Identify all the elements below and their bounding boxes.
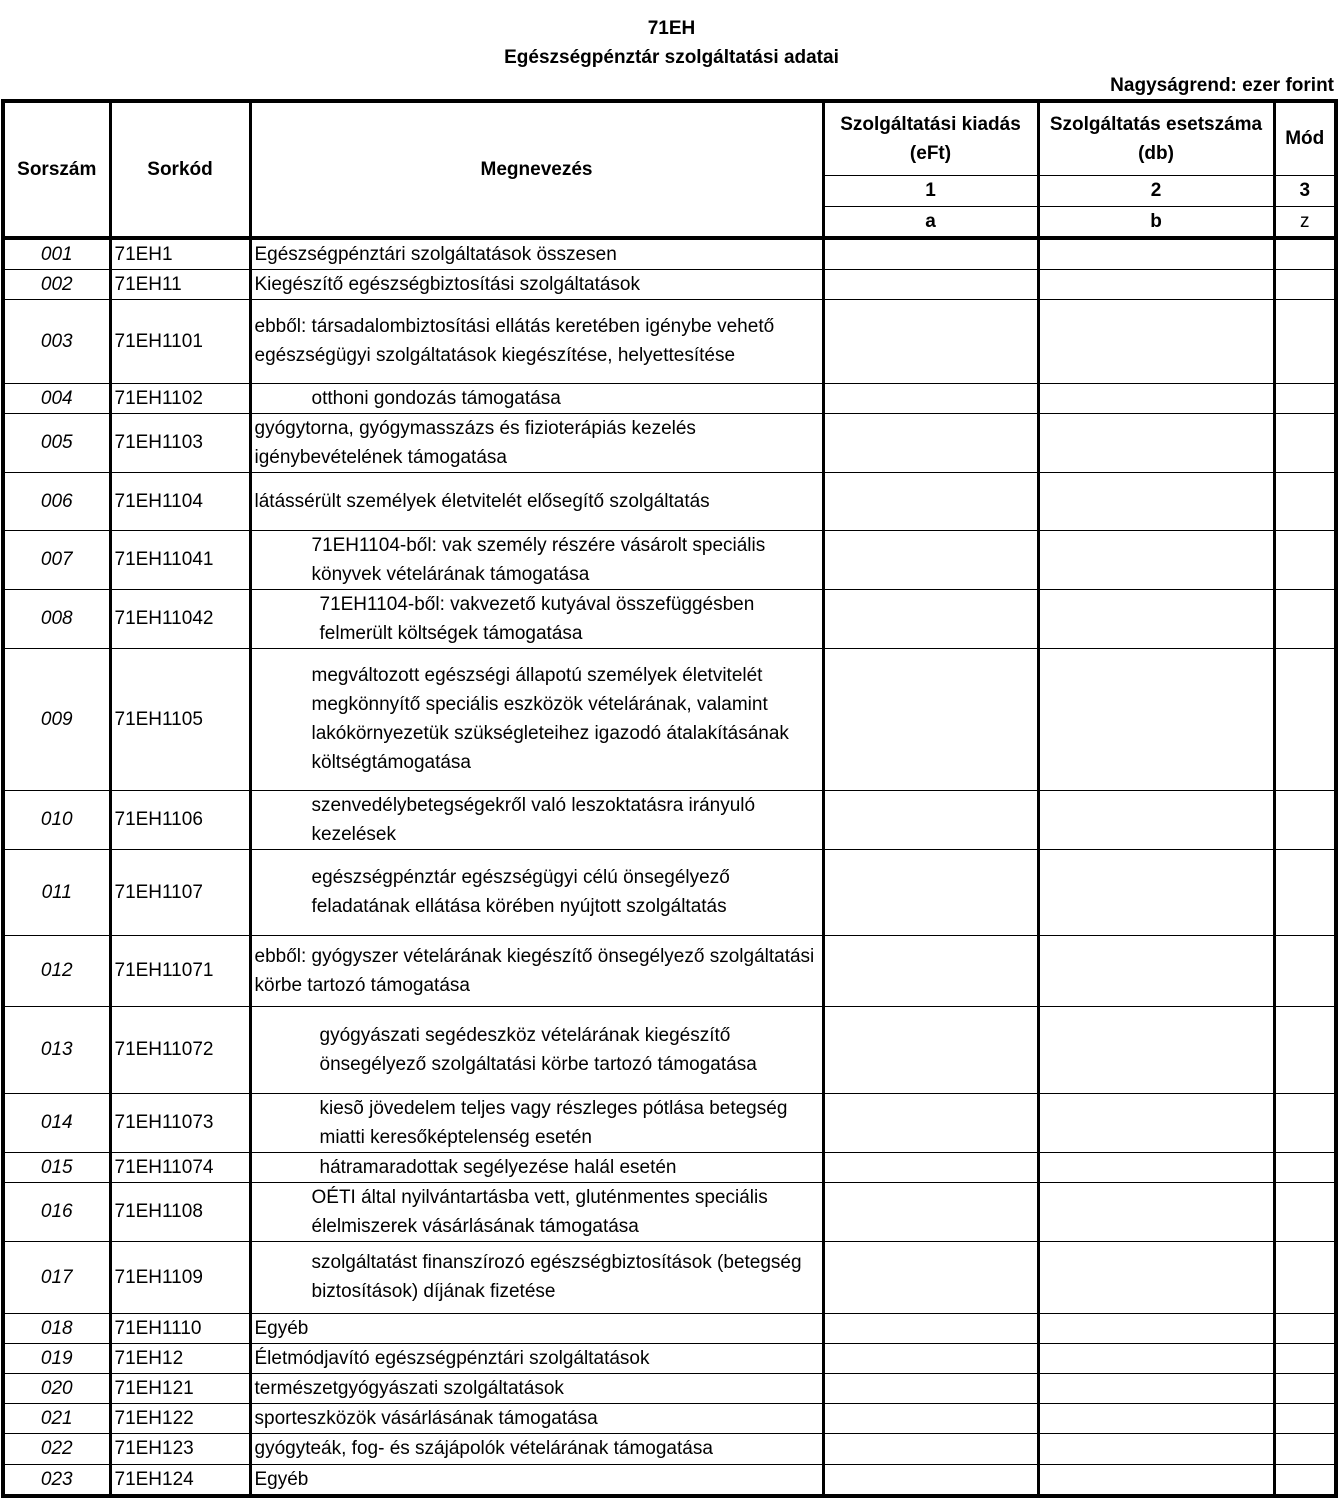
row-mod-input[interactable] xyxy=(1274,1464,1336,1496)
table-row xyxy=(3,238,1336,270)
row-name: gyógyteák, fog- és szájápolók vételárának támogatása xyxy=(250,1433,823,1464)
row-code: 71EH122 xyxy=(110,1403,250,1433)
row-esetszam-input[interactable] xyxy=(1038,589,1274,648)
row-code: 71EH11074 xyxy=(110,1152,250,1182)
row-number: 006 xyxy=(3,472,110,530)
row-esetszam-input[interactable] xyxy=(1038,790,1274,849)
table-row xyxy=(3,790,1336,849)
row-name: otthoni gondozás támogatása xyxy=(250,383,823,413)
row-name: hátramaradottak segélyezése halál esetén xyxy=(250,1152,823,1182)
row-number: 003 xyxy=(3,299,110,383)
table-row xyxy=(3,413,1336,472)
row-code: 71EH1101 xyxy=(110,299,250,383)
row-name: gyógytorna, gyógymasszázs és fizioterápiás kezelés igénybevételének támogatása xyxy=(250,413,823,472)
row-code: 71EH1 xyxy=(110,238,250,270)
row-name: sporteszközök vásárlásának támogatása xyxy=(250,1403,823,1433)
table-row xyxy=(3,383,1336,413)
row-mod-input[interactable] xyxy=(1274,1373,1336,1403)
row-name: Életmódjavító egészségpénztári szolgáltatások xyxy=(250,1343,823,1373)
row-number: 023 xyxy=(3,1464,110,1496)
row-number: 012 xyxy=(3,935,110,1006)
row-esetszam-input[interactable] xyxy=(1038,935,1274,1006)
row-esetszam-input[interactable] xyxy=(1038,413,1274,472)
row-kiadas-input[interactable] xyxy=(823,1433,1038,1464)
row-mod-input[interactable] xyxy=(1274,790,1336,849)
row-kiadas-input[interactable] xyxy=(823,1464,1038,1496)
row-number: 022 xyxy=(3,1433,110,1464)
row-kiadas-input[interactable] xyxy=(823,790,1038,849)
row-esetszam-input[interactable] xyxy=(1038,1403,1274,1433)
header-megnevezes: Megnevezés xyxy=(250,101,823,238)
row-code: 71EH11071 xyxy=(110,935,250,1006)
form-code: 71EH xyxy=(647,18,696,39)
row-code: 71EH124 xyxy=(110,1464,250,1496)
row-kiadas-input[interactable] xyxy=(823,299,1038,383)
header-num3: 3 xyxy=(1274,175,1336,206)
table-row xyxy=(3,1464,1336,1496)
row-mod-input[interactable] xyxy=(1274,238,1336,270)
row-name: 71EH1104-ből: vakvezető kutyával összefüggésben felmerült költségek támogatása xyxy=(250,589,823,648)
row-esetszam-input[interactable] xyxy=(1038,1433,1274,1464)
row-number: 014 xyxy=(3,1093,110,1152)
row-number: 008 xyxy=(3,589,110,648)
row-name: természetgyógyászati szolgáltatások xyxy=(250,1373,823,1403)
row-number: 011 xyxy=(3,849,110,935)
row-code: 71EH1103 xyxy=(110,413,250,472)
row-code: 71EH11042 xyxy=(110,589,250,648)
row-kiadas-input[interactable] xyxy=(823,1006,1038,1093)
row-name: Egészségpénztári szolgáltatások összesen xyxy=(250,238,823,270)
row-esetszam-input[interactable] xyxy=(1038,1343,1274,1373)
row-code: 71EH11072 xyxy=(110,1006,250,1093)
row-mod-input[interactable] xyxy=(1274,1241,1336,1313)
row-mod-input[interactable] xyxy=(1274,589,1336,648)
header-col2: Szolgáltatás esetszáma (db) xyxy=(1038,101,1274,175)
row-name: 71EH1104-ből: vak személy részére vásárolt speciális könyvek vételárának támogatása xyxy=(250,530,823,589)
row-number: 002 xyxy=(3,269,110,299)
table-row xyxy=(3,299,1336,383)
table-row xyxy=(3,1241,1336,1313)
row-esetszam-input[interactable] xyxy=(1038,648,1274,790)
row-mod-input[interactable] xyxy=(1274,299,1336,383)
row-name: ebből: társadalombiztosítási ellátás keretében igénybe vehető egészségügyi szolgáltatások kiegészítése, helyettesítése xyxy=(250,299,823,383)
table-row xyxy=(3,1343,1336,1373)
row-number: 004 xyxy=(3,383,110,413)
table-row xyxy=(3,1373,1336,1403)
row-esetszam-input[interactable] xyxy=(1038,530,1274,589)
row-number: 007 xyxy=(3,530,110,589)
row-number: 018 xyxy=(3,1313,110,1343)
row-number: 015 xyxy=(3,1152,110,1182)
header-sorszam: Sorszám xyxy=(3,101,110,238)
row-kiadas-input[interactable] xyxy=(823,472,1038,530)
row-number: 016 xyxy=(3,1182,110,1241)
table-row xyxy=(3,589,1336,648)
table-body xyxy=(3,238,1336,1496)
row-kiadas-input[interactable] xyxy=(823,589,1038,648)
row-mod-input[interactable] xyxy=(1274,1403,1336,1433)
row-name: gyógyászati segédeszköz vételárának kiegészítő önsegélyező szolgáltatási körbe tartozó támogatása xyxy=(250,1006,823,1093)
table-row xyxy=(3,1152,1336,1182)
table-row xyxy=(3,1006,1336,1093)
header-col3: Mód xyxy=(1274,101,1336,175)
table-row xyxy=(3,648,1336,790)
row-code: 71EH1107 xyxy=(110,849,250,935)
row-mod-input[interactable] xyxy=(1274,269,1336,299)
row-number: 020 xyxy=(3,1373,110,1403)
row-code: 71EH12 xyxy=(110,1343,250,1373)
header-sorkod: Sorkód xyxy=(110,101,250,238)
row-name: szenvedélybetegségekről való leszoktatásra irányuló kezelések xyxy=(250,790,823,849)
row-mod-input[interactable] xyxy=(1274,413,1336,472)
row-name: szolgáltatást finanszírozó egészségbiztosítások (betegség biztosítások) díjának fizetése xyxy=(250,1241,823,1313)
header-num2: 2 xyxy=(1038,175,1274,206)
row-code: 71EH1110 xyxy=(110,1313,250,1343)
row-name: kiesõ jövedelem teljes vagy részleges pótlása betegség miatti keresőképtelenség esetén xyxy=(250,1093,823,1152)
row-code: 71EH1108 xyxy=(110,1182,250,1241)
row-kiadas-input[interactable] xyxy=(823,1343,1038,1373)
row-kiadas-input[interactable] xyxy=(823,1093,1038,1152)
row-esetszam-input[interactable] xyxy=(1038,299,1274,383)
row-number: 010 xyxy=(3,790,110,849)
row-name: Kiegészítő egészségbiztosítási szolgáltatások xyxy=(250,269,823,299)
table-row xyxy=(3,1403,1336,1433)
row-code: 71EH11 xyxy=(110,269,250,299)
row-esetszam-input[interactable] xyxy=(1038,472,1274,530)
row-number: 001 xyxy=(3,238,110,270)
row-mod-input[interactable] xyxy=(1274,1093,1336,1152)
unit-label: Nagyságrend: ezer forint xyxy=(1110,75,1334,96)
table-row xyxy=(3,1182,1336,1241)
row-mod-input[interactable] xyxy=(1274,1433,1336,1464)
row-name: látássérült személyek életvitelét elősegítő szolgáltatás xyxy=(250,472,823,530)
row-name: Egyéb xyxy=(250,1313,823,1343)
row-code: 71EH1109 xyxy=(110,1241,250,1313)
row-mod-input[interactable] xyxy=(1274,1152,1336,1182)
row-number: 009 xyxy=(3,648,110,790)
row-name: OÉTI által nyilvántartásba vett, gluténmentes speciális élelmiszerek vásárlásának támogatása xyxy=(250,1182,823,1241)
row-code: 71EH1102 xyxy=(110,383,250,413)
row-mod-input[interactable] xyxy=(1274,849,1336,935)
header-let2: b xyxy=(1038,206,1274,238)
row-kiadas-input[interactable] xyxy=(823,1313,1038,1343)
row-kiadas-input[interactable] xyxy=(823,413,1038,472)
row-kiadas-input[interactable] xyxy=(823,1373,1038,1403)
row-code: 71EH11041 xyxy=(110,530,250,589)
row-esetszam-input[interactable] xyxy=(1038,1464,1274,1496)
row-code: 71EH123 xyxy=(110,1433,250,1464)
row-kiadas-input[interactable] xyxy=(823,238,1038,270)
row-code: 71EH11073 xyxy=(110,1093,250,1152)
row-name: ebből: gyógyszer vételárának kiegészítő önsegélyező szolgáltatási körbe tartozó támogatása xyxy=(250,935,823,1006)
row-mod-input[interactable] xyxy=(1274,383,1336,413)
table-row xyxy=(3,472,1336,530)
data-table xyxy=(1,99,1338,1498)
row-esetszam-input[interactable] xyxy=(1038,1093,1274,1152)
table-row xyxy=(3,530,1336,589)
header-let3: z xyxy=(1274,206,1336,238)
row-name: megváltozott egészségi állapotú személyek életvitelét megkönnyítő speciális eszközök vételárának, valamint lakókörnyezetük szükségleteihez igazodó átalakításának költségtámogatása xyxy=(250,648,823,790)
row-kiadas-input[interactable] xyxy=(823,1152,1038,1182)
row-kiadas-input[interactable] xyxy=(823,1241,1038,1313)
row-kiadas-input[interactable] xyxy=(823,269,1038,299)
row-mod-input[interactable] xyxy=(1274,1182,1336,1241)
row-kiadas-input[interactable] xyxy=(823,383,1038,413)
row-esetszam-input[interactable] xyxy=(1038,383,1274,413)
row-mod-input[interactable] xyxy=(1274,935,1336,1006)
form-title: Egészségpénztár szolgáltatási adatai xyxy=(504,47,839,68)
row-esetszam-input[interactable] xyxy=(1038,1373,1274,1403)
row-mod-input[interactable] xyxy=(1274,1313,1336,1343)
header-let1: a xyxy=(823,206,1038,238)
row-number: 005 xyxy=(3,413,110,472)
row-mod-input[interactable] xyxy=(1274,1006,1336,1093)
row-esetszam-input[interactable] xyxy=(1038,1152,1274,1182)
row-mod-input[interactable] xyxy=(1274,472,1336,530)
header-col1: Szolgáltatási kiadás (eFt) xyxy=(823,101,1038,175)
row-kiadas-input[interactable] xyxy=(823,849,1038,935)
row-kiadas-input[interactable] xyxy=(823,1182,1038,1241)
row-number: 017 xyxy=(3,1241,110,1313)
row-esetszam-input[interactable] xyxy=(1038,238,1274,270)
row-kiadas-input[interactable] xyxy=(823,648,1038,790)
row-esetszam-input[interactable] xyxy=(1038,269,1274,299)
table-row xyxy=(3,849,1336,935)
row-esetszam-input[interactable] xyxy=(1038,849,1274,935)
row-kiadas-input[interactable] xyxy=(823,530,1038,589)
row-code: 71EH1105 xyxy=(110,648,250,790)
row-esetszam-input[interactable] xyxy=(1038,1313,1274,1343)
table-row xyxy=(3,1093,1336,1152)
header-num1: 1 xyxy=(823,175,1038,206)
row-kiadas-input[interactable] xyxy=(823,1403,1038,1433)
table-row xyxy=(3,935,1336,1006)
row-mod-input[interactable] xyxy=(1274,648,1336,790)
row-number: 021 xyxy=(3,1403,110,1433)
row-name: Egyéb xyxy=(250,1464,823,1496)
row-code: 71EH121 xyxy=(110,1373,250,1403)
row-kiadas-input[interactable] xyxy=(823,935,1038,1006)
row-mod-input[interactable] xyxy=(1274,1343,1336,1373)
row-esetszam-input[interactable] xyxy=(1038,1006,1274,1093)
row-mod-input[interactable] xyxy=(1274,530,1336,589)
row-name: egészségpénztár egészségügyi célú önsegélyező feladatának ellátása körében nyújtott szolgáltatás xyxy=(250,849,823,935)
row-esetszam-input[interactable] xyxy=(1038,1182,1274,1241)
table-row xyxy=(3,1433,1336,1464)
table-row xyxy=(3,1313,1336,1343)
table-row xyxy=(3,269,1336,299)
row-code: 71EH1104 xyxy=(110,472,250,530)
row-number: 019 xyxy=(3,1343,110,1373)
row-number: 013 xyxy=(3,1006,110,1093)
row-code: 71EH1106 xyxy=(110,790,250,849)
row-esetszam-input[interactable] xyxy=(1038,1241,1274,1313)
